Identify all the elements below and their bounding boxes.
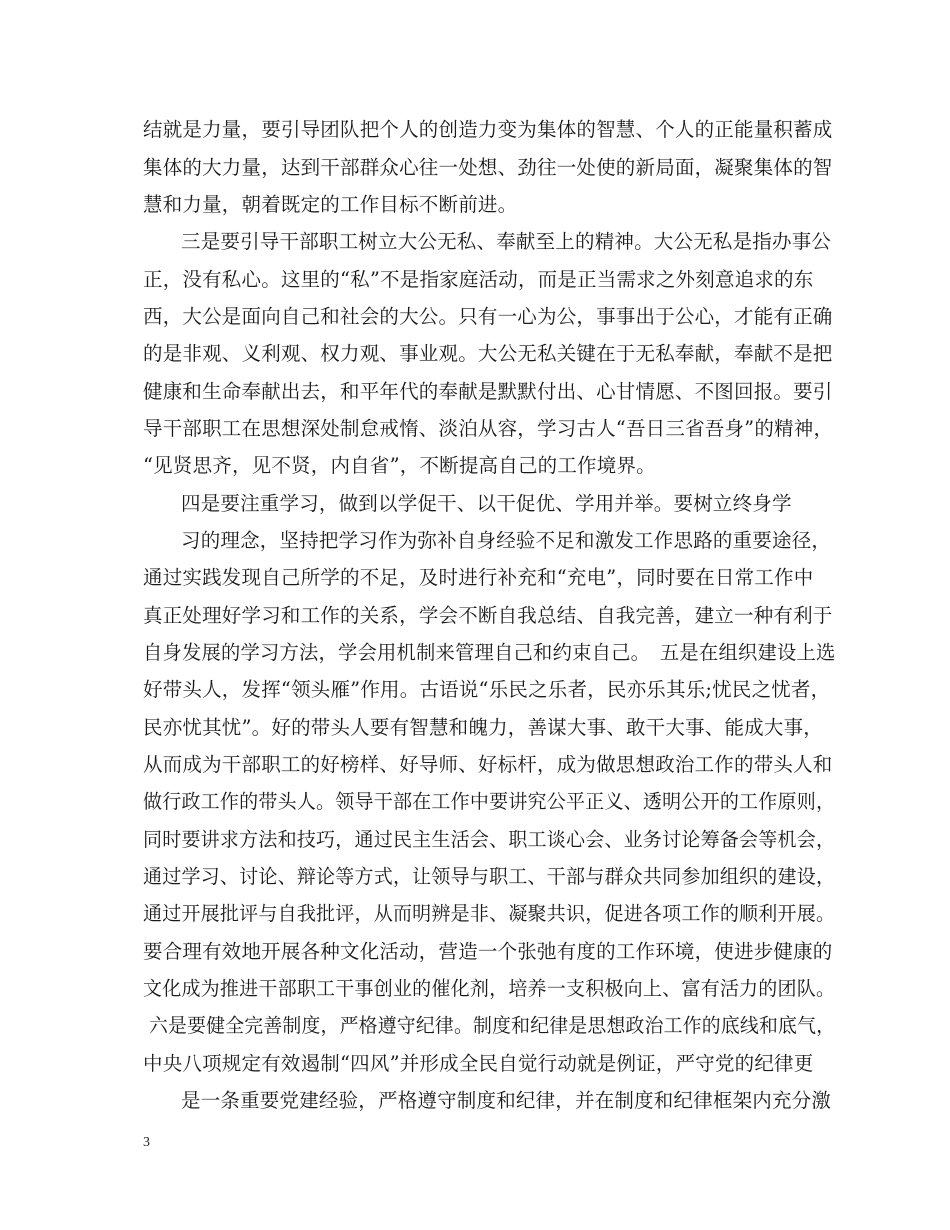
text-line: 真正处理好学习和工作的关系，学会不断自我总结、自我完善，建立一种有利于: [143, 604, 833, 627]
text-line: 结就是力量，要引导团队把个人的创造力变为集体的智慧、个人的正能量积蓄成: [143, 118, 833, 141]
text-line: 集体的大力量，达到干部群众心往一处想、劲往一处使的新局面，凝聚集体的智: [143, 156, 833, 179]
text-line: 通过开展批评与自我批评，从而明辨是非、凝聚共识，促进各项工作的顺利开展。: [143, 902, 836, 925]
text-line: 从而成为干部职工的好榜样、好导师、好标杆，成为做思想政治工作的带头人和: [143, 753, 833, 776]
text-line: 西，大公是面向自己和社会的大公。只有一心为公，事事出于公心，才能有正确: [143, 305, 833, 328]
text-line: 慧和力量，朝着既定的工作目标不断前进。: [143, 193, 518, 216]
text-line: 要合理有效地开展各种文化活动，营造一个张弛有度的工作环境，使进步健康的: [143, 940, 833, 963]
text-line: 的是非观、义利观、权力观、事业观。大公无私关键在于无私奉献，奉献不是把: [143, 342, 833, 365]
text-line: 通过实践发现自己所学的不足，及时进行补充和“充电”，同时要在日常工作中: [143, 566, 814, 589]
text-line: 健康和生命奉献出去，和平年代的奉献是默默付出、心甘情愿、不图回报。要引: [143, 380, 833, 403]
text-line: 自身发展的学习方法，学会用机制来管理自己和约束自己。 五是在组织建设上选: [143, 641, 836, 664]
text-line: 三是要引导干部职工树立大公无私、奉献至上的精神。大公无私是指办事公: [181, 230, 832, 253]
text-line: 同时要讲求方法和技巧，通过民主生活会、职工谈心会、业务讨论筹备会等机会，: [143, 828, 836, 851]
text-line: 中央八项规定有效遏制“四风”并形成全民自觉行动就是例证，严守党的纪律更: [143, 1052, 814, 1075]
text-line: 四是要注重学习，做到以学促干、以干促优、学用并举。要树立终身学: [181, 492, 792, 515]
text-line: 通过学习、讨论、辩论等方式，让领导与职工、干部与群众共同参加组织的建设，: [143, 865, 836, 888]
text-line: 导干部职工在思想深处制怠戒惰、淡泊从容，学习古人“吾日三省吾身”的精神，: [143, 417, 834, 440]
text-line: 好带头人，发挥“领头雁”作用。古语说“乐民之乐者，民亦乐其乐;忧民之忧者，: [143, 678, 831, 701]
text-line: 做行政工作的带头人。领导干部在工作中要讲究公平正义、透明公开的工作原则，: [143, 790, 836, 813]
text-line: 民亦忧其忧”。好的带头人要有智慧和魄力，善谋大事、敢干大事、能成大事，: [143, 716, 823, 739]
text-line: 六是要健全完善制度，严格遵守纪律。制度和纪律是思想政治工作的底线和底气，: [149, 1014, 836, 1037]
text-line: 正，没有私心。这里的“私”不是指家庭活动，而是正当需求之外刻意追求的东: [143, 268, 814, 291]
text-line: 是一条重要党建经验，严格遵守制度和纪律，并在制度和纪律框架内充分激: [181, 1089, 832, 1112]
text-line: 文化成为推进干部职工干事创业的催化剂，培养一支积极向上、富有活力的团队。: [143, 977, 836, 1000]
text-line: “见贤思齐，见不贤，内自省”，不断提高自己的工作境界。: [143, 454, 656, 477]
page-number: 3: [143, 1135, 150, 1150]
text-line: 习的理念，坚持把学习作为弥补自身经验不足和激发工作思路的重要途径，: [181, 529, 832, 552]
